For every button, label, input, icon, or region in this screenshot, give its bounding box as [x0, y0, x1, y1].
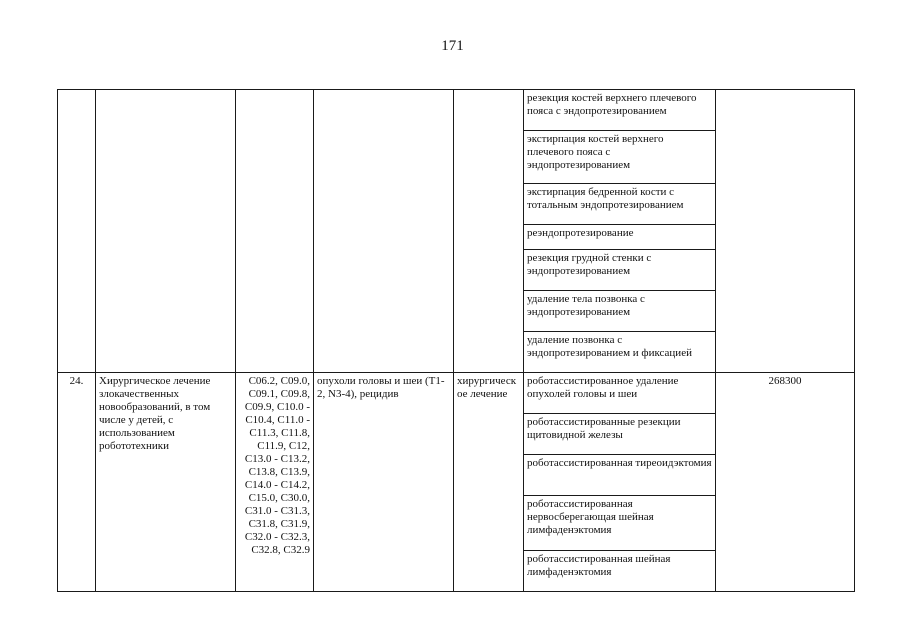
page-number: 171 [441, 38, 464, 54]
method-cell: реэндопротезирование [524, 225, 716, 250]
method-cell: экстирпация бедренной кости с тотальным эндопротезированием [524, 184, 716, 225]
empty-name-cell [96, 90, 236, 373]
empty-number-cell [58, 90, 96, 373]
entry-name: Хирургическое лечение злокачественных новообразований, в том числе у детей, с использованием робототехники [96, 373, 236, 592]
services-table [57, 89, 855, 592]
method-cell: роботассистированная нервосберегающая шейная лимфаденэктомия [524, 496, 716, 551]
method-cell: удаление позвонка с эндопротезированием и фиксацией [524, 332, 716, 373]
table-row [58, 90, 855, 131]
method-cell: роботассистированная шейная лимфаденэктомия [524, 551, 716, 592]
entry-price: 268300 [716, 373, 855, 592]
method-cell: резекция грудной стенки с эндопротезированием [524, 250, 716, 291]
entry-diagnosis: опухоли головы и шеи (T1-2, N3-4), рецидив [314, 373, 454, 592]
method-cell: роботассистированные резекции щитовидной железы [524, 414, 716, 455]
empty-codes-cell [236, 90, 314, 373]
entry-codes: C06.2, C09.0, C09.1, C09.8, C09.9, C10.0 - C10.4, C11.0 - C11.3, C11.8, C11.9, C12, C13.0 - C13.2, C13.8, C13.9, C14.0 - C14.2, C15.0, C30.0, C31.0 - C31.3, C31.8, C31.9, C32.0 - C32.3, C32.8, C32.9 [236, 373, 314, 592]
table-row [58, 373, 855, 414]
entry-number: 24. [58, 373, 96, 592]
method-cell: экстирпация костей верхнего плечевого пояса с эндопротезированием [524, 131, 716, 184]
empty-treatment-cell [454, 90, 524, 373]
empty-diagnosis-cell [314, 90, 454, 373]
method-cell: резекция костей верхнего плечевого пояса с эндопротезированием [524, 90, 716, 131]
method-cell: удаление тела позвонка с эндопротезированием [524, 291, 716, 332]
method-cell: роботассистированная тиреоидэктомия [524, 455, 716, 496]
empty-price-cell [716, 90, 855, 373]
entry-treatment-type: хирургическое лечение [454, 373, 524, 592]
method-cell: роботассистированное удаление опухолей головы и шеи [524, 373, 716, 414]
